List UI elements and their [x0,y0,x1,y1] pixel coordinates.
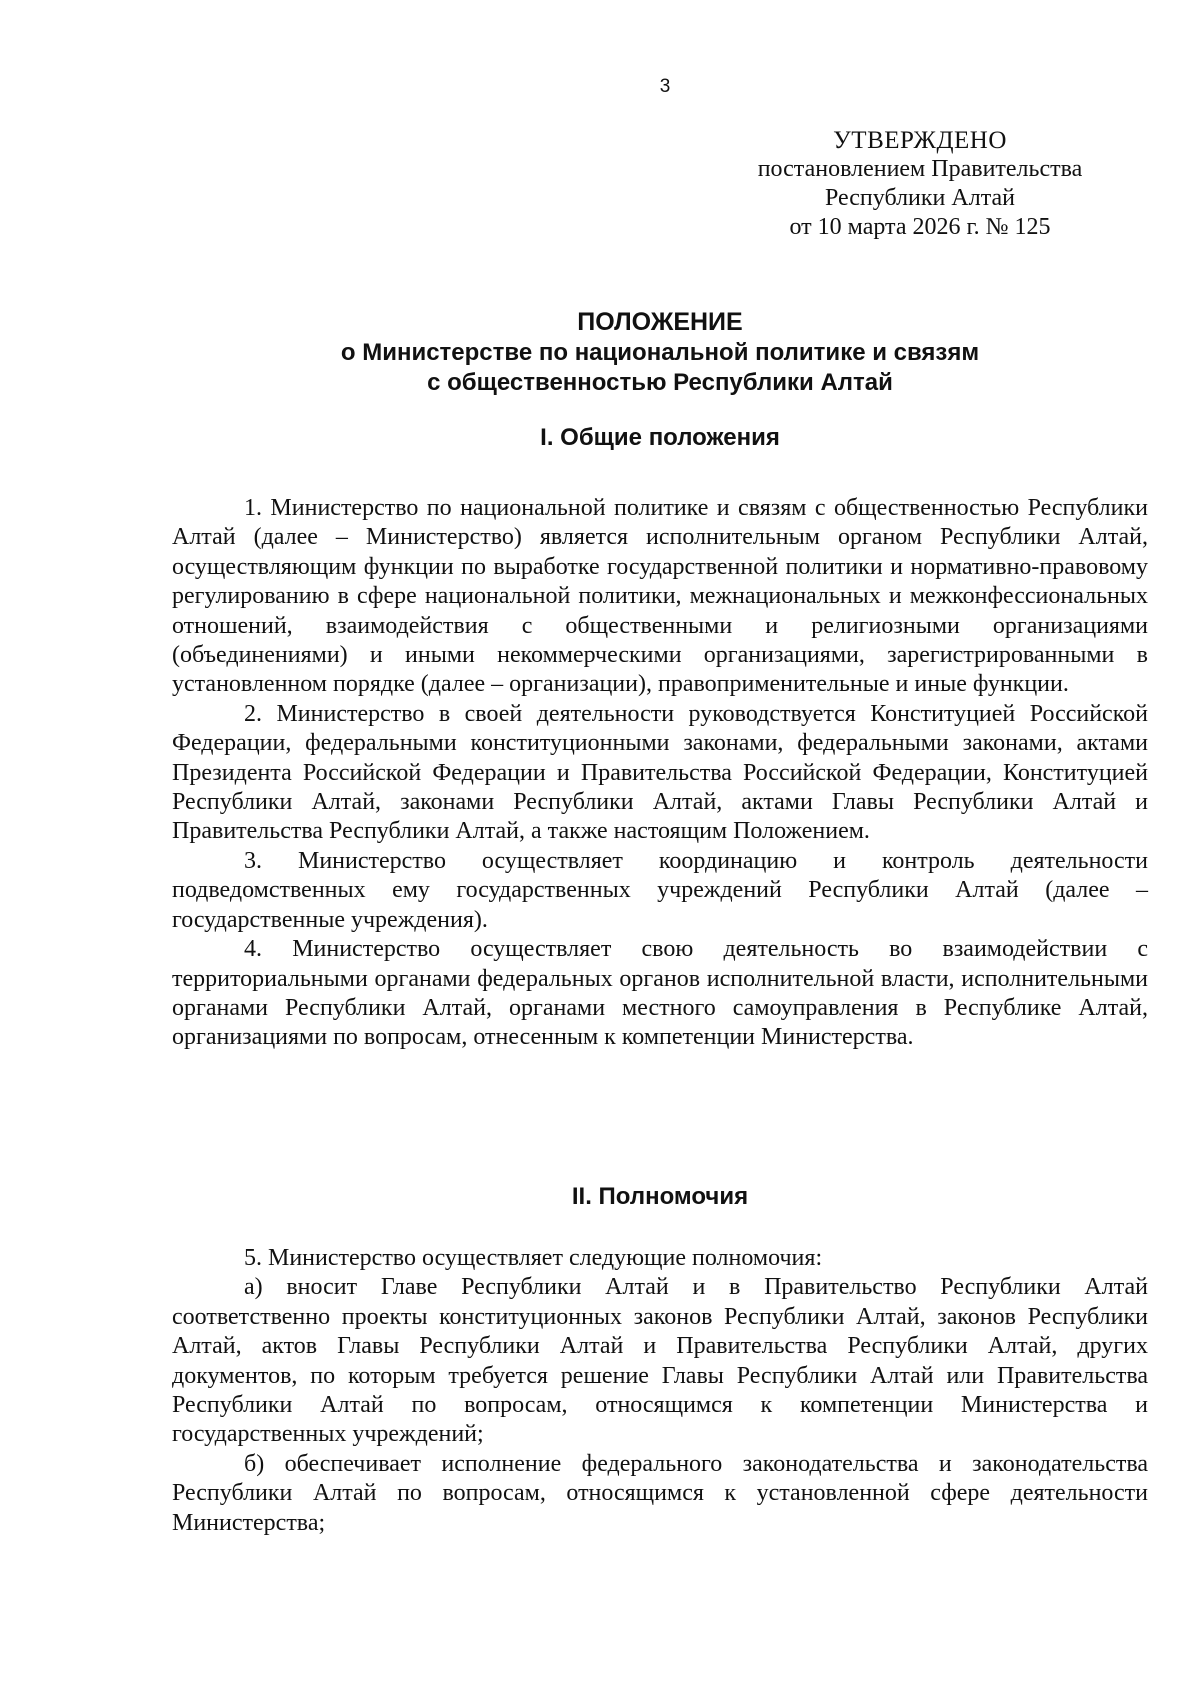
section-general-body [172,494,1148,1053]
approval-title: УТВЕРЖДЕНО [833,127,1007,154]
approval-stamp [700,126,1140,242]
paragraph-3: 3. Министерство осуществляет координацию и контроль деятельности подведомственных ему государственных учреждений Республики Алтай (далее – государственные учреждения). [172,847,1148,933]
paragraph-2: 2. Министерство в своей деятельности руководствуется Конституцией Российской Федерации, федеральными конституционными законами, федеральными законами, актами Президента Российской Федерации и Правительства Российской Федерации, Конституцией Республики Алтай, законами Республики Алтай, актами Главы Республики Алтай и Правительства Республики Алтай, а также настоящим Положением. [172,700,1148,845]
paragraph-4: 4. Министерство осуществляет свою деятельность во взаимодействии с территориальными органами федеральных органов исполнительной власти, исполнительными органами Республики Алтай, органами местного самоуправления в Республике Алтай, организациями по вопросам, отнесенным к компетенции Министерства. [172,936,1148,1051]
document-subtitle-line-1: о Министерстве по национальной политике и связям [340,339,980,366]
approval-line-2: Республики Алтай [825,185,1015,211]
paragraph-5: 5. Министерство осуществляет следующие полномочия: [244,1245,823,1271]
section-powers-body [172,1244,1148,1538]
page-number: 3 [659,76,671,97]
paragraph-1: 1. Министерство по национальной политике и связям с общественностью Республики Алтай (далее – Министерство) является исполнительным органом Республики Алтай, осуществляющим функции по выработке государственной политики и нормативно-правовому регулированию в сфере национальной политики, межнациональных и межконфессиональных отношений, взаимодействия с общественными и религиозными организациями (объединениями) и иными некоммерческими организациями, зарегистрированными в установленном порядке (далее – организации), правоприменительные и иные функции. [172,495,1148,698]
document-subtitle-line-2: с общественностью Республики Алтай [427,369,893,396]
document-title: ПОЛОЖЕНИЕ [577,308,743,336]
paragraph-5b: б) обеспечивает исполнение федерального законодательства и законодательства Республики Алтай по вопросам, относящимся к установленной сфере деятельности Министерства; [172,1450,1148,1536]
approval-line-3: от 10 марта 2026 г. № 125 [789,214,1051,240]
section-heading-general: I. Общие положения [540,424,780,451]
paragraph-5a: а) вносит Главе Республики Алтай и в Правительство Республики Алтай соответственно проекты конституционных законов Республики Алтай, законов Республики Алтай, актов Главы Республики Алтай и Правительства Республики Алтай, других документов, по которым требуется решение Главы Республики Алтай или Правительства Республики Алтай по вопросам, относящимся к компетенции Министерства и государственных учреждений; [172,1274,1148,1448]
document-title-block [170,306,1150,398]
section-heading-powers: II. Полномочия [571,1183,749,1210]
approval-line-1: постановлением Правительства [757,156,1083,182]
